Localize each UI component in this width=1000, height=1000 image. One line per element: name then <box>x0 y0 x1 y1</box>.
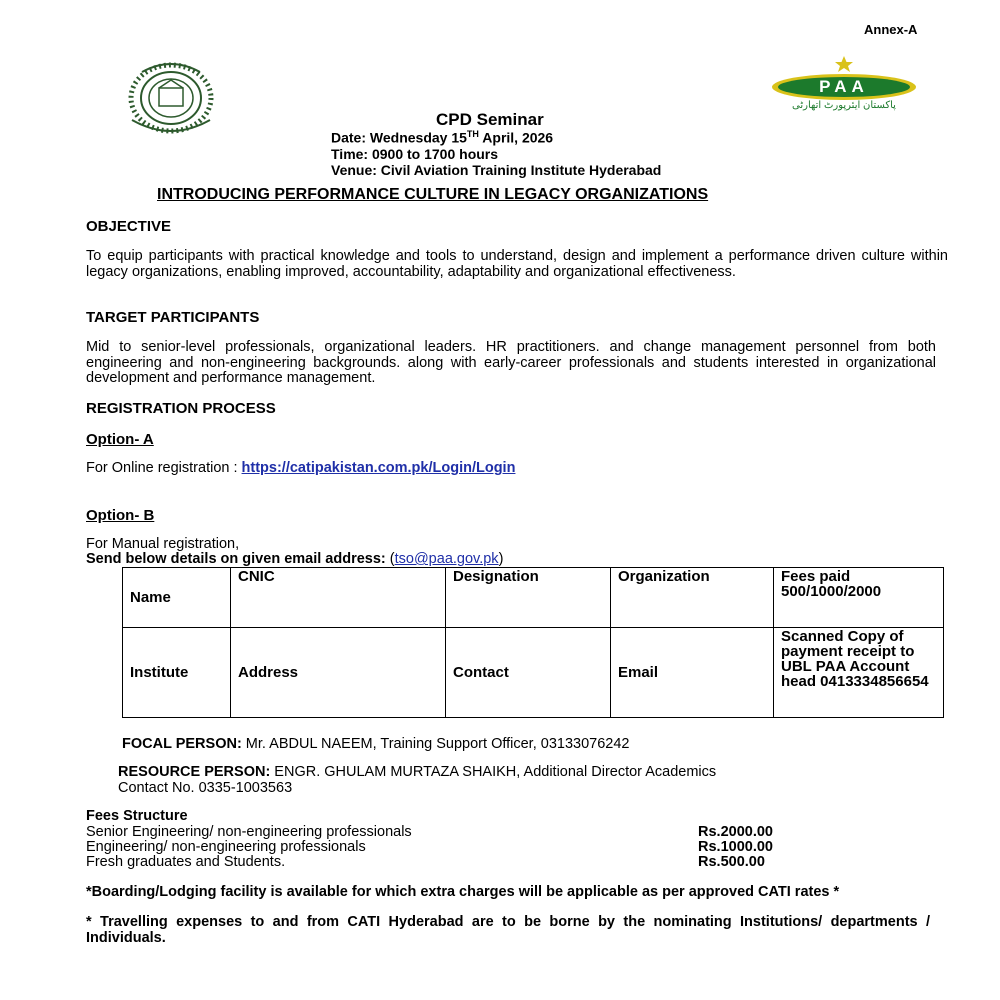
online-registration-label: For Online registration : <box>86 460 242 476</box>
seminar-details <box>331 126 661 178</box>
main-title: INTRODUCING PERFORMANCE CULTURE IN LEGACY ORGANIZATIONS <box>157 186 709 203</box>
seminar-date: Date: Wednesday 15TH April, 2026 <box>331 129 554 146</box>
fee-amount: Rs.2000.00 <box>698 824 773 840</box>
online-registration-line <box>86 460 515 476</box>
fee-label: Fresh graduates and Students. <box>86 854 286 870</box>
objective-text: To equip participants with practical knowledge and tools to understand, design and implement a performance driven culture within legacy organizations, enabling improved, accountability, adaptability and organizational effectiveness. <box>86 248 948 280</box>
table-cell: Address <box>231 628 446 718</box>
table-cell: Fees paid 500/1000/2000 <box>774 568 944 628</box>
seminar-venue: Venue: Civil Aviation Training Institute Hyderabad <box>331 161 662 178</box>
manual-registration-label: For Manual registration, <box>86 536 240 552</box>
table-row <box>123 628 944 718</box>
seminar-time: Time: 0900 to 1700 hours <box>331 145 499 162</box>
fee-label: Engineering/ non-engineering professionals <box>86 839 366 855</box>
fee-label: Senior Engineering/ non-engineering professionals <box>86 824 412 840</box>
focal-person <box>122 736 629 752</box>
seminar-title: CPD Seminar <box>436 110 544 129</box>
table-cell: Contact <box>446 628 611 718</box>
fee-amount: Rs.500.00 <box>698 854 765 870</box>
option-a-heading: Option- A <box>86 431 154 448</box>
boarding-note: *Boarding/Lodging facility is available for which extra charges will be applicable as per approved CATI rates * <box>86 884 840 900</box>
target-text: Mid to senior-level professionals, organizational leaders. HR practitioners. and change management personnel from both engineering and non-engineering backgrounds. along with early-career professionals and students interested in organizational development and performance management. <box>86 339 936 386</box>
fee-amount: Rs.1000.00 <box>698 839 773 855</box>
email-link[interactable]: tso@paa.gov.pk <box>394 551 499 567</box>
resource-person-contact: Contact No. 0335-1003563 <box>118 779 293 796</box>
online-registration-link[interactable]: https://catipakistan.com.pk/Login/Login <box>241 460 516 476</box>
send-details-line: Send below details on given email address: (tso@paa.gov.pk) <box>86 551 504 567</box>
paa-logo-text: PAA <box>819 77 869 96</box>
table-row <box>123 568 944 628</box>
table-cell: CNIC <box>231 568 446 628</box>
manual-registration <box>86 537 503 567</box>
travel-note: * Travelling expenses to and from CATI Hyderabad are to be borne by the nominating Institutions/ departments / Individuals. <box>86 914 930 946</box>
focal-person-label: FOCAL PERSON: <box>122 736 242 752</box>
option-b-heading: Option- B <box>86 507 155 524</box>
table-cell: Designation <box>446 568 611 628</box>
table-cell: Organization <box>611 568 774 628</box>
paa-logo-urdu: پاکستان ایئرپورٹ اتھارٹی <box>792 100 896 111</box>
focal-person-text: Mr. ABDUL NAEEM, Training Support Officer, 03133076242 <box>241 736 630 752</box>
registration-heading: REGISTRATION PROCESS <box>86 400 276 417</box>
resource-person <box>118 765 928 796</box>
objective-heading: OBJECTIVE <box>86 218 172 235</box>
resource-person-line: RESOURCE PERSON: ENGR. GHULAM MURTAZA SHAIKH, Additional Director Academics <box>118 764 717 780</box>
table-cell: Institute <box>123 628 231 718</box>
table-cell: Email <box>611 628 774 718</box>
table-cell: Name <box>123 568 231 628</box>
fees-heading: Fees Structure <box>86 808 188 824</box>
government-seal-logo <box>112 60 230 136</box>
registration-details-table <box>122 567 944 718</box>
target-heading: TARGET PARTICIPANTS <box>86 309 260 326</box>
paa-logo <box>768 56 920 118</box>
table-cell: Scanned Copy of payment receipt to UBL PAA Account head 0413334856654 <box>774 628 944 718</box>
annex-label: Annex-A <box>864 22 918 37</box>
